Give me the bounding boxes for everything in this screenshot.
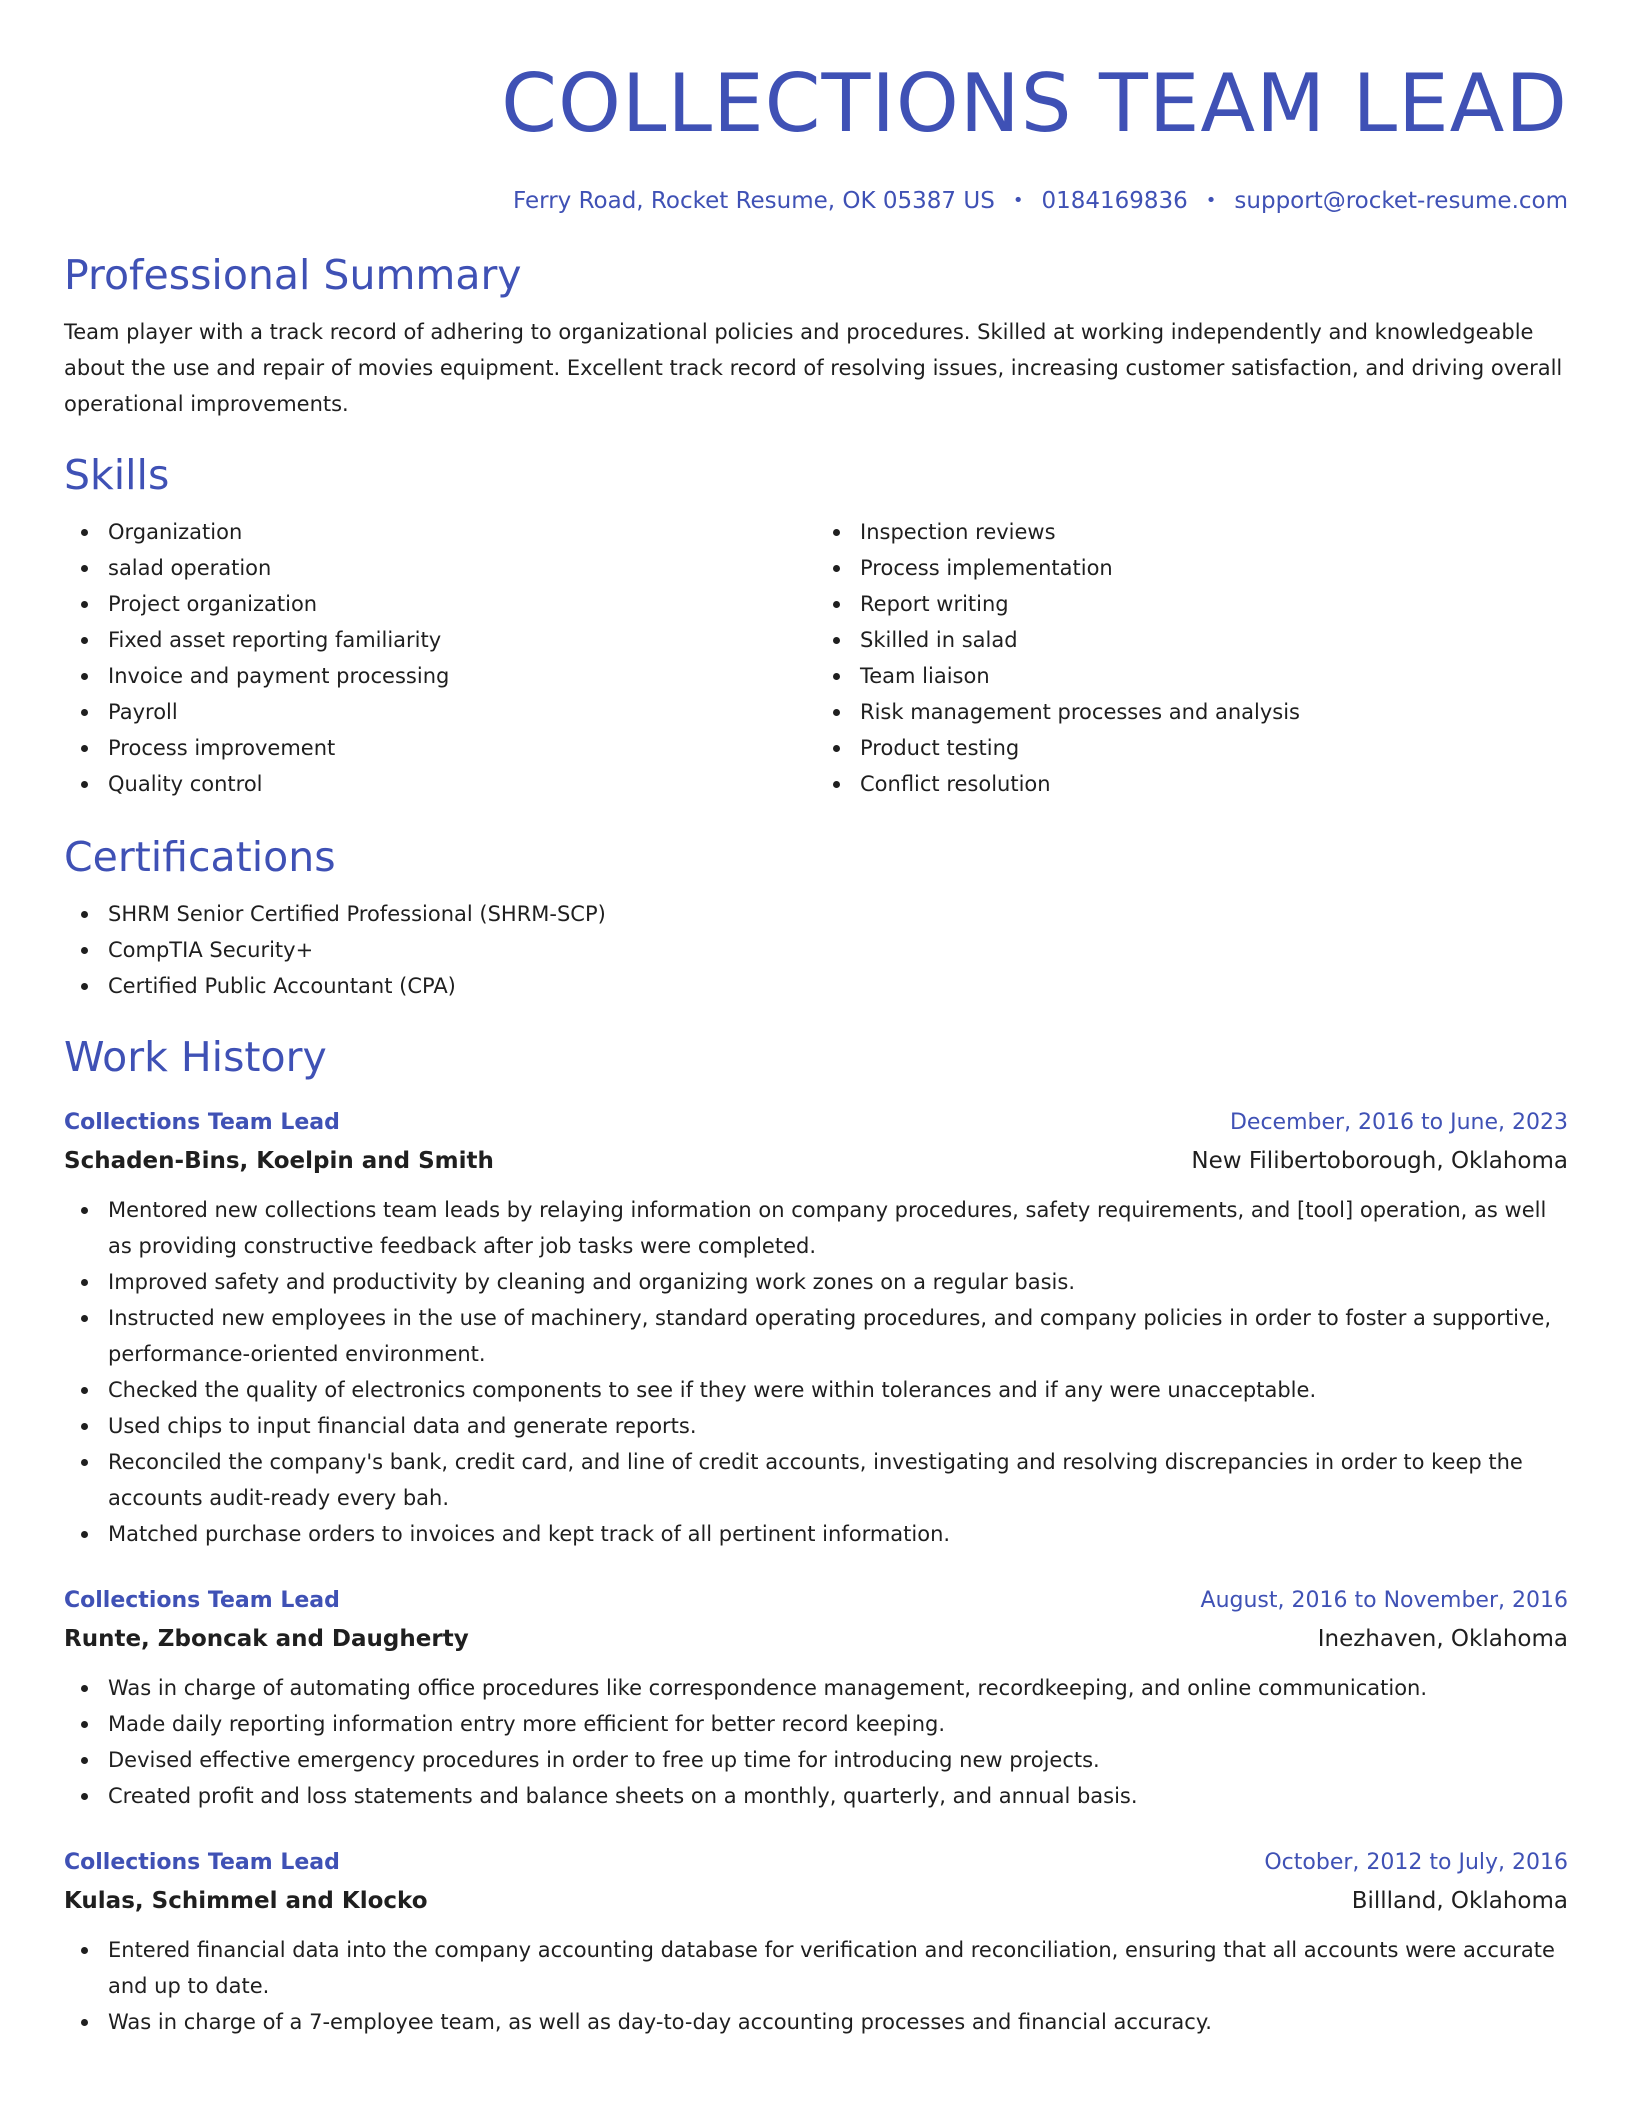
job-company-row [64, 1882, 1568, 1920]
job-location: Billland, Oklahoma [1351, 1888, 1568, 1914]
certification-item: CompTIA Security+ [64, 932, 1568, 968]
skill-item: Risk management processes and analysis [816, 694, 1568, 730]
job-location: New Filibertoborough, Oklahoma [1191, 1148, 1568, 1174]
job-dates: December, 2016 to June, 2023 [1229, 1110, 1568, 1135]
job-company-row [64, 1142, 1568, 1180]
summary-text: Team player with a track record of adhering to organizational policies and procedures. Skilled at working independently and knowledgeable about the use and repair of movies equipment. Excellent track record of resolving issues, increasing customer satisfaction, and driving overall operational improvements. [64, 320, 1563, 416]
skill-item: Report writing [816, 586, 1568, 622]
skill-item: Invoice and payment processing [64, 658, 816, 694]
job-duty: Matched purchase orders to invoices and kept track of all pertinent information. [64, 1516, 1568, 1552]
skills-column-right [816, 514, 1568, 802]
job-duties-list [64, 1670, 1568, 1814]
skill-item: Fixed asset reporting familiarity [64, 622, 816, 658]
job-title: Collections Team Lead [64, 1850, 340, 1875]
contact-email[interactable]: support@rocket-resume.com [1234, 188, 1568, 214]
job-entry [64, 1844, 1568, 2040]
job-location: Inezhaven, Oklahoma [1317, 1626, 1568, 1652]
job-company: Schaden-Bins, Koelpin and Smith [64, 1148, 494, 1174]
job-dates: October, 2012 to July, 2016 [1264, 1850, 1568, 1875]
job-entry [64, 1104, 1568, 1552]
skill-item: Quality control [64, 766, 816, 802]
work-history-heading: Work History [64, 1033, 327, 1081]
contact-separator: • [1012, 190, 1024, 211]
certifications-heading: Certifications [64, 833, 336, 881]
skills-columns [64, 514, 1568, 802]
job-duty: Mentored new collections team leads by relaying information on company procedures, safety requirements, and [tool] operation, as well as providing constructive feedback after job tasks were completed. [64, 1192, 1568, 1264]
skill-item: Payroll [64, 694, 816, 730]
job-duty: Made daily reporting information entry more efficient for better record keeping. [64, 1706, 1568, 1742]
skill-item: Project organization [64, 586, 816, 622]
skill-item: Product testing [816, 730, 1568, 766]
job-company-row [64, 1620, 1568, 1658]
skills-heading: Skills [64, 451, 170, 499]
skill-item: Inspection reviews [816, 514, 1568, 550]
job-header-row [64, 1582, 1568, 1620]
job-duty: Was in charge of automating office procedures like correspondence management, recordkeeping, and online communication. [64, 1670, 1568, 1706]
skill-item: salad operation [64, 550, 816, 586]
job-title: Collections Team Lead [64, 1588, 340, 1613]
skill-item: Process implementation [816, 550, 1568, 586]
job-duties-list [64, 1192, 1568, 1552]
skills-column-left [64, 514, 816, 802]
skill-item: Conflict resolution [816, 766, 1568, 802]
contact-phone[interactable]: 0184169836 [1041, 188, 1188, 214]
job-company: Runte, Zboncak and Daugherty [64, 1626, 469, 1652]
job-duty: Devised effective emergency procedures in order to free up time for introducing new projects. [64, 1742, 1568, 1778]
job-header-row [64, 1104, 1568, 1142]
job-entry [64, 1582, 1568, 1814]
job-header-row [64, 1844, 1568, 1882]
job-duties-list [64, 1932, 1568, 2040]
job-company: Kulas, Schimmel and Klocko [64, 1888, 428, 1914]
certifications-list [64, 896, 1568, 1004]
skill-item: Process improvement [64, 730, 816, 766]
skill-item: Organization [64, 514, 816, 550]
job-duty: Was in charge of a 7-employee team, as well as day-to-day accounting processes and financial accuracy. [64, 2004, 1568, 2040]
job-duty: Checked the quality of electronics components to see if they were within tolerances and if any were unacceptable. [64, 1372, 1568, 1408]
job-title: Collections Team Lead [64, 1110, 340, 1135]
job-duty: Used chips to input financial data and generate reports. [64, 1408, 1568, 1444]
certification-item: Certified Public Accountant (CPA) [64, 968, 1568, 1004]
contact-address: Ferry Road, Rocket Resume, OK 05387 US [513, 188, 995, 214]
job-duty: Reconciled the company's bank, credit card, and line of credit accounts, investigating and resolving discrepancies in order to keep the accounts audit-ready every bah. [64, 1444, 1568, 1516]
skill-item: Team liaison [816, 658, 1568, 694]
job-duty: Entered financial data into the company accounting database for verification and reconciliation, ensuring that all accounts were accurate and up to date. [64, 1932, 1568, 2004]
candidate-name: COLLECTIONS TEAM LEAD [501, 57, 1568, 150]
summary-heading: Professional Summary [64, 251, 522, 299]
job-duty: Improved safety and productivity by cleaning and organizing work zones on a regular basis. [64, 1264, 1568, 1300]
certification-item: SHRM Senior Certified Professional (SHRM-SCP) [64, 896, 1568, 932]
job-duty: Created profit and loss statements and balance sheets on a monthly, quarterly, and annual basis. [64, 1778, 1568, 1814]
job-duty: Instructed new employees in the use of machinery, standard operating procedures, and company policies in order to foster a supportive, performance-oriented environment. [64, 1300, 1568, 1372]
resume-header [64, 0, 1568, 216]
contact-separator: • [1205, 190, 1217, 211]
skill-item: Skilled in salad [816, 622, 1568, 658]
contact-line [64, 186, 1568, 216]
job-dates: August, 2016 to November, 2016 [1200, 1588, 1568, 1613]
